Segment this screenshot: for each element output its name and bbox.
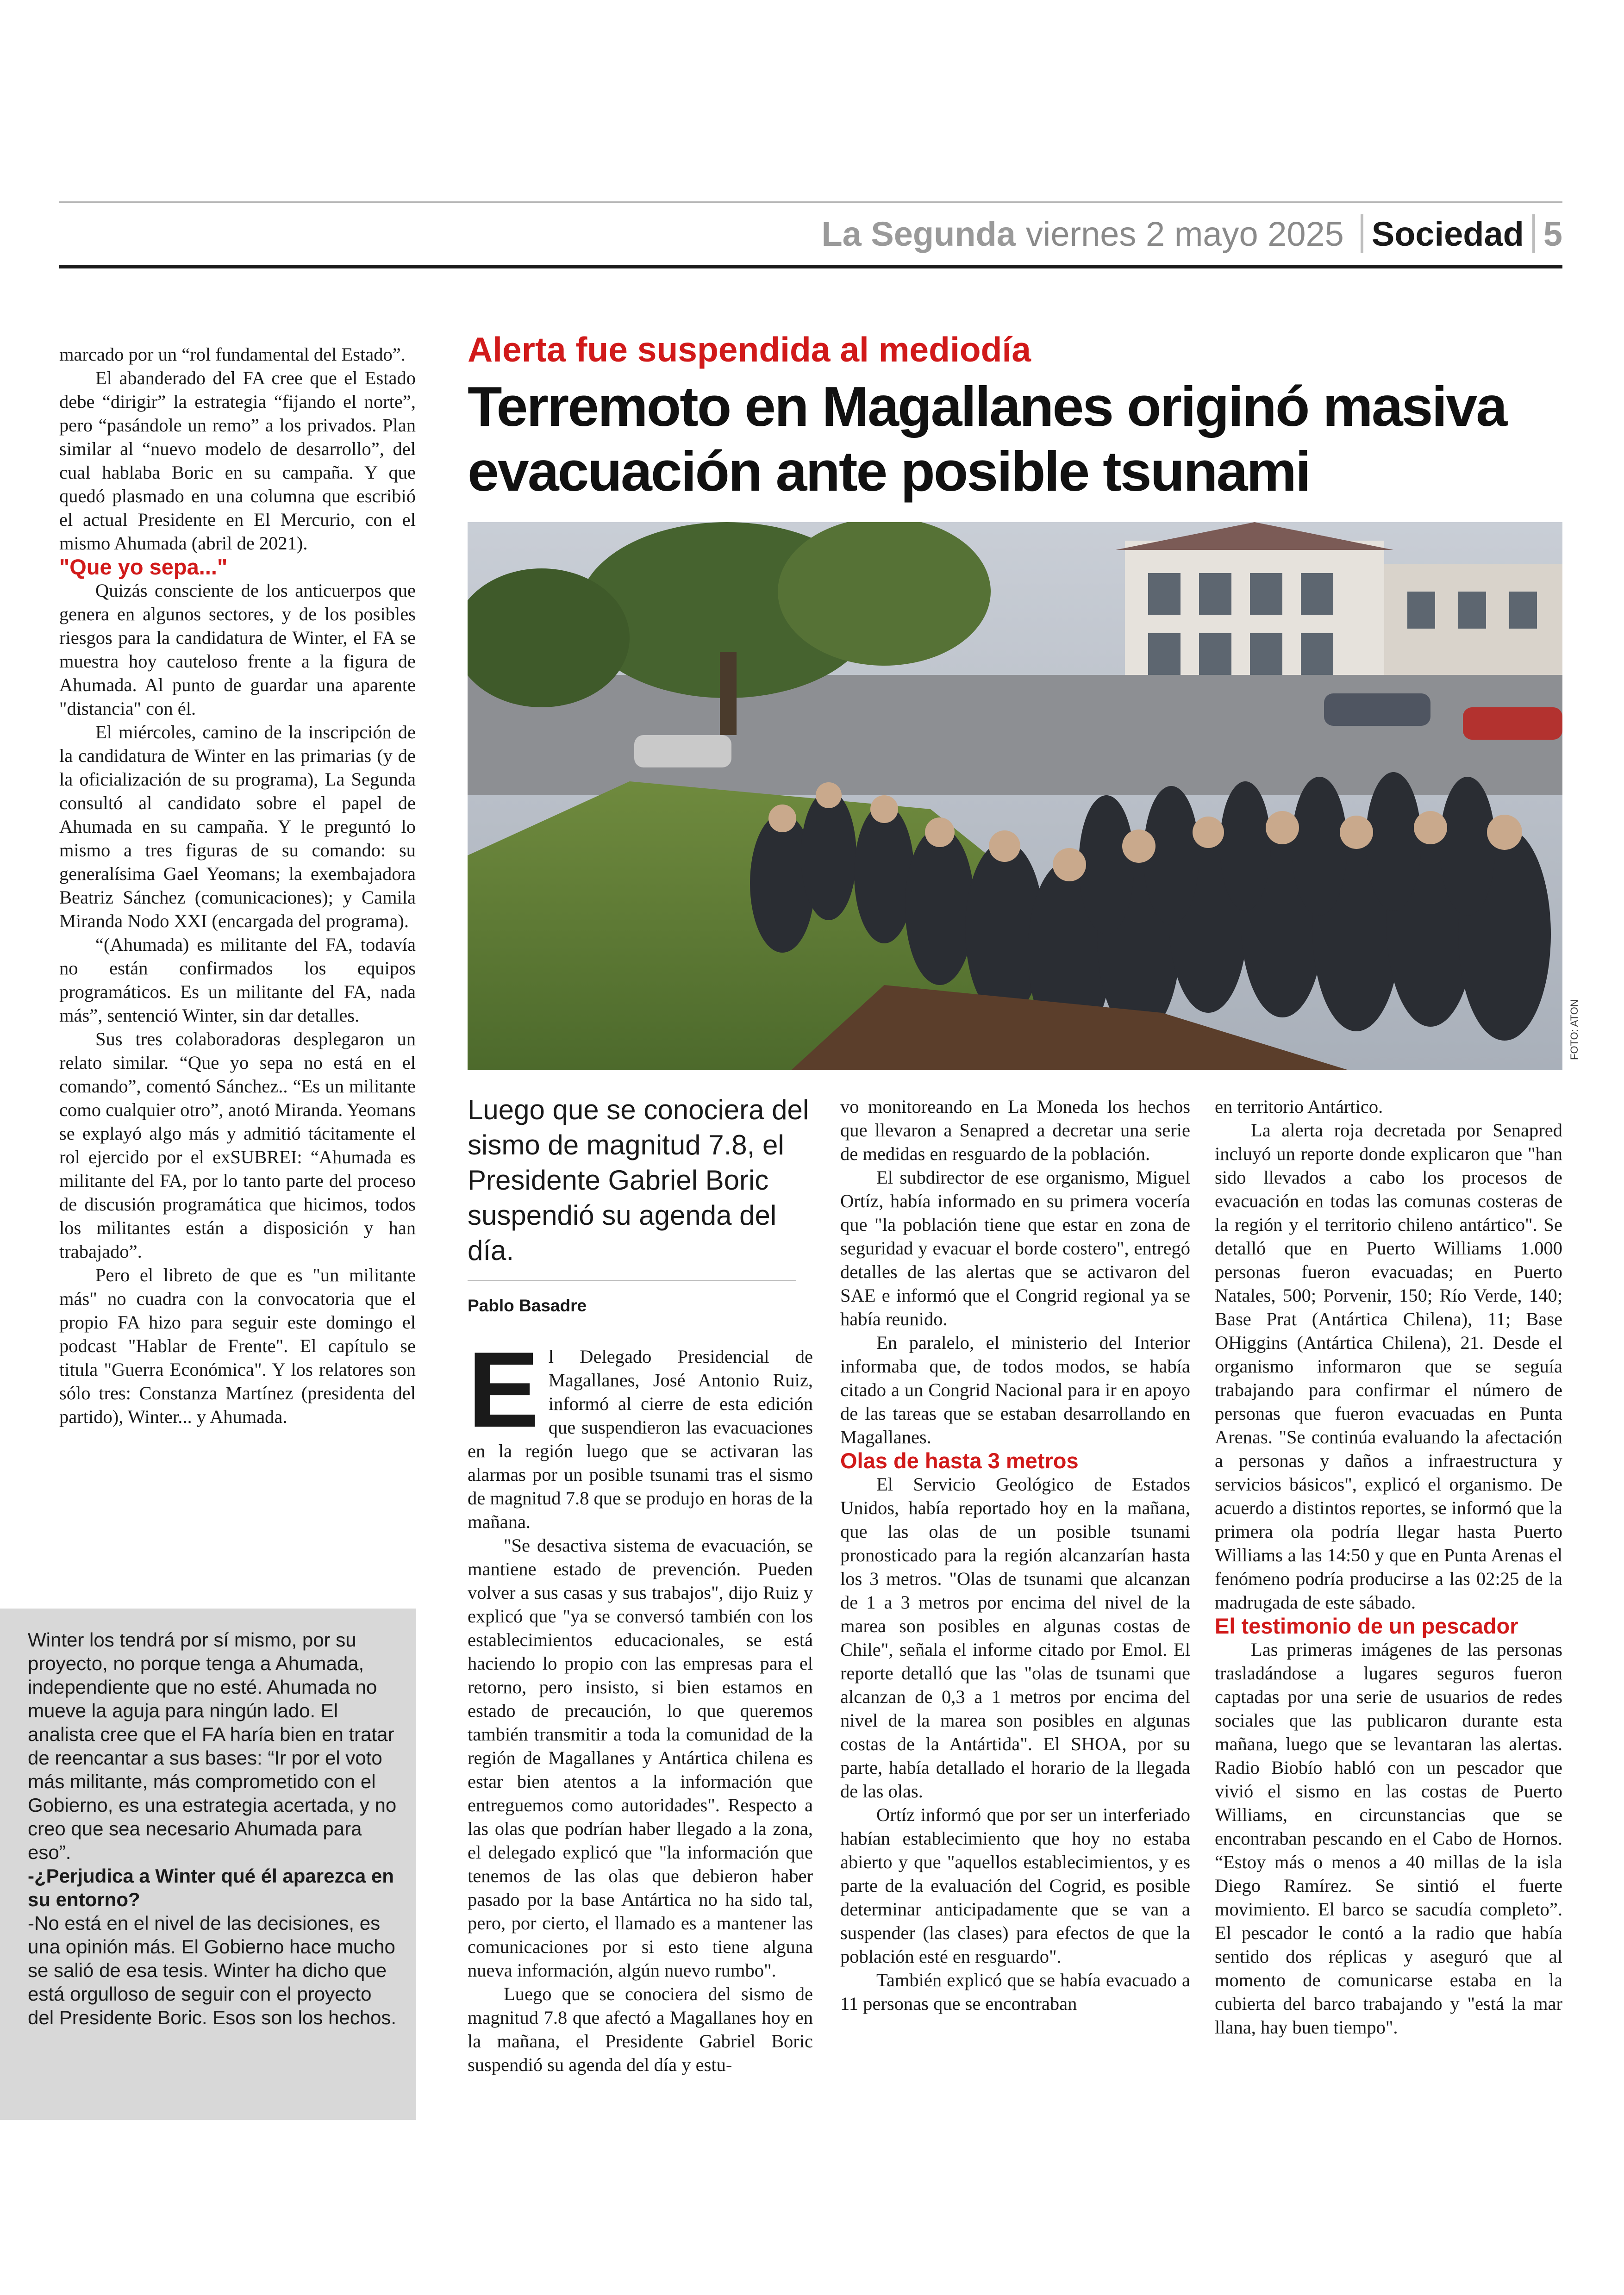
article-column-2 — [840, 1095, 1190, 2015]
interview-answer: -No está en el nivel de las decisiones, es una opinión más. El Gobierno hace mucho se salió de esa tesis. Winter ha dicho que está orgulloso de seguir con el proyecto del Presidente Boric. Esos son los hechos. — [28, 1912, 397, 2028]
newspaper-name: La Segunda — [821, 214, 1016, 253]
paragraph: Sus tres colaboradoras desplegaron un relato similar. “Que yo sepa no está en el comando”, comentó Sánchez.. “Es un militante como cualquier otro”, anotó Miranda. Yeomans se explayó algo más y admitió tácitamente el rol ejercido por el exSUBREI: “Ahumada es militante del FA, por lo tanto parte del proceso de discusión programática que hicimos, todos los militantes están a disposición y han trabajado”. — [59, 1029, 416, 1262]
section-name: Sociedad — [1371, 214, 1524, 253]
sidebar-text: Winter los tendrá por sí mismo, por su proyecto, no porque tenga a Ahumada, independiente que no esté. Ahumada no mueve la aguja para ningún lado. El analista cree que el FA haría bien en tratar de reencantar a sus bases: “Ir por el voto más militante, más comprometido con el Gobierno, es una estrategia acertada, y no creo que sea necesario Ahumada para eso”. — [28, 1629, 397, 1863]
page-header — [59, 208, 1562, 259]
paragraph: La alerta roja decretada por Senapred incluyó un reporte donde explicaron que "han sido llevados a cabo los procesos de evacuación en todas las comunas costeras de la región y el territorio chileno antártico". Se detalló que en Puerto Williams 1.000 personas fueron evacuadas; en Puerto Natales, 500; Porvenir, 150; Río Verde, 140; Base Prat (Antártica Chilena), 11; Base OHiggins (Antártica Chilena), 21. Desde el organismo informaron que se seguía trabajando para confirmar el número de personas que fueron evacuadas en Punta Arenas. "Se continúa evaluando la afectación a personas y daños a infraestructura y servicios básicos", explicó el organismo. De acuerdo a distintos reportes, se informó que la primera ola podría llegar hasta Puerto Williams a las 14:50 y que en Punta Arenas el fenómeno podría producirse a las 02:25 de la madrugada de este sábado. — [1215, 1120, 1562, 1613]
paragraph: marcado por un “rol fundamental del Estado”. — [59, 344, 406, 365]
paragraph: “(Ahumada) es militante del FA, todavía no están confirmados los equipos programáticos. Es un militante del FA, nada más”, sentenció Winter, sin dar detalles. — [59, 934, 416, 1026]
header-separator — [1532, 214, 1535, 253]
article-byline: Pablo Basadre — [468, 1296, 587, 1315]
article-lead: Luego que se conociera del sismo de magnitud 7.8, el Presidente Gabriel Boric suspendió su agenda del día. — [468, 1094, 809, 1266]
paragraph: Las primeras imágenes de las personas trasladándose a lugares seguros fueron captadas por una serie de usuarios de redes sociales que las publicaron durante esta mañana, luego que se levantaran las alertas. Radio Biobío habló con un pescador que vivió el sismo en las costas de Puerto Williams, en circunstancias que se encontraban pescando en el Cabo de Hornos. “Estoy más o menos a 40 millas de la isla Diego Ramírez. Se sintió el fuerte movimiento. El barco se sacudía completo”. El pescador le contó a la radio que había sentido dos réplicas y aseguró que al momento de comunicarse estaba en la cubierta del barco trabajando y "está la mar llana, hay buen tiempo". — [1215, 1639, 1562, 2038]
article-column-3 — [1215, 1095, 1562, 2039]
paragraph: También explicó que se había evacuado a 11 personas que se encontraban — [840, 1970, 1190, 2014]
photo-credit: FOTO: ATON — [1568, 999, 1580, 1060]
issue-date: viernes 2 mayo 2025 — [1025, 214, 1344, 253]
paragraph: Quizás consciente de los anticuerpos que genera en algunos sectores, y de los posibles riesgos para la candidatura de Winter, el FA se muestra hoy cauteloso frente a la figura de Ahumada. Al punto de guardar una aparente "distancia" con él. — [59, 580, 416, 719]
interview-question: -¿Perjudica a Winter qué él aparezca en su entorno? — [28, 1865, 394, 1910]
paragraph: vo monitoreando en La Moneda los hechos que llevaron a Senapred a decretar una serie de medidas en resguardo de la población. — [840, 1096, 1190, 1164]
article-photo — [468, 522, 1562, 1070]
subheading: Olas de hasta 3 metros — [840, 1448, 1079, 1473]
lead-divider — [468, 1280, 796, 1281]
paragraph: Luego que se conociera del sismo de magnitud 7.8 que afectó a Magallanes hoy en la mañana, el Presidente Gabriel Boric suspendió su agenda del día y estu- — [468, 1983, 813, 2075]
paragraph: en territorio Antártico. — [1215, 1096, 1383, 1117]
paragraph: l Delegado Presidencial de Magallanes, José Antonio Ruiz, informó al cierre de esta edición que suspendieron las evacuaciones en la región luego que se activaran las alarmas por un posible tsunami tras el sismo de magnitud 7.8 que se produjo en horas de la mañana. — [468, 1346, 813, 1532]
paragraph: El subdirector de ese organismo, Miguel Ortíz, había informado en su primera vocería que "la población tiene que estar en zona de seguridad y evacuar el borde costero", entregó detalles de las alertas que se activaron del SAE e informó que el Congrid regional ya se había reunido. — [840, 1167, 1190, 1329]
header-top-rule — [59, 201, 1562, 203]
paragraph: Ortíz informó que por ser un interferiado habían establecimiento que hoy no estaba abierto y que "aquellos establecimientos, y es parte de la evaluación del Cogrid, es posible determinar anticipadamente que se van a suspender (las clases) para efectos de que la población esté en resguardo". — [840, 1804, 1190, 1967]
paragraph: El Servicio Geológico de Estados Unidos, había reportado hoy en la mañana, que las olas de un posible tsunami pronosticado para la región alcanzarían hasta los 3 metros. "Olas de tsunami que alcanzan de 1 a 3 metros por encima del nivel de la marea son posibles en algunas costas de Chile", señala el informe citado por Emol. El reporte detalló que las "olas de tsunami que alcanzan de 0,3 a 1 metros por encima del nivel de la marea son posibles en algunas costas de la Antártida". El SHOA, por su parte, había detallado el horario de la llegada de las olas. — [840, 1474, 1190, 1802]
paragraph: En paralelo, el ministerio del Interior informaba que, de todos modos, se había citado a un Congrid Nacional para ir en apoyo de las tareas que se estaban desarrollando en Magallanes. — [840, 1332, 1190, 1447]
evacuation-crowd-photo — [468, 522, 1562, 1070]
page-number: 5 — [1543, 214, 1562, 253]
subheading: "Que yo sepa..." — [59, 555, 228, 579]
article-kicker: Alerta fue suspendida al mediodía — [468, 330, 1031, 369]
interview-sidebar — [0, 1609, 416, 2120]
header-separator — [1361, 214, 1363, 253]
paragraph: Pero el libreto de que es "un militante más" no cuadra con la convocatoria que el propio FA hizo para seguir este domingo el podcast "Hablar de Frente". El capítulo se titula "Guerra Económica". Y los relatores son sólo tres: Constanza Martínez (presidenta del partido), Winter... y Ahumada. — [59, 1265, 416, 1427]
paragraph: El miércoles, camino de la inscripción de la candidatura de Winter en las primarias (y de la oficialización de su programa), La Segunda consultó al candidato sobre el papel de Ahumada en su campaña. Y le preguntó lo mismo a tres figuras de su comando: su generalísima Gael Yeomans; la exembajadora Beatriz Sánchez (comunicaciones); y Camila Miranda Nodo XXI (encargada del programa). — [59, 722, 416, 931]
paragraph: El abanderado del FA cree que el Estado debe “dirigir” la estrategia “fijando el norte”, pero “pasándole un remo” a los privados. Plan similar al “nuevo modelo de desarrollo”, del cual hablaba Boric en su campaña. Y que quedó plasmado en una columna que escribió el actual Presidente en El Mercurio, con el mismo Ahumada (abril de 2021). — [59, 368, 416, 554]
paragraph: "Se desactiva sistema de evacuación, se mantiene estado de prevención. Pueden volver a sus casas y sus trabajos", dijo Ruiz y explicó que "ya se conversó también con los establecimientos educacionales, se está haciendo lo propio con las empresas para el retorno, pero insisto, si bien estamos en estado de precaución, lo que queremos también transmitir a toda la comunidad de la región de Magallanes y Antártica chilena es estar bien atentos a la información que entreguemos como autoridades". Respecto a las olas que podrían haber llegado a la zona, el delegado explicó que "la información que tenemos de las olas que debieron haber pasado por la base Antártica no ha sido tal, pero, por cierto, el llamado es a mantener las comunicaciones por si esto tiene alguna nueva información, algún nuevo rumbo". — [468, 1535, 813, 1981]
left-column — [59, 343, 416, 1428]
subheading: El testimonio de un pescador — [1215, 1614, 1518, 1638]
article-column-1 — [468, 1330, 813, 2077]
header-bottom-rule — [59, 265, 1562, 268]
article-headline: Terremoto en Magallanes originó masiva evacuación ante posible tsunami — [468, 375, 1506, 503]
drop-cap: E — [468, 1330, 539, 1450]
